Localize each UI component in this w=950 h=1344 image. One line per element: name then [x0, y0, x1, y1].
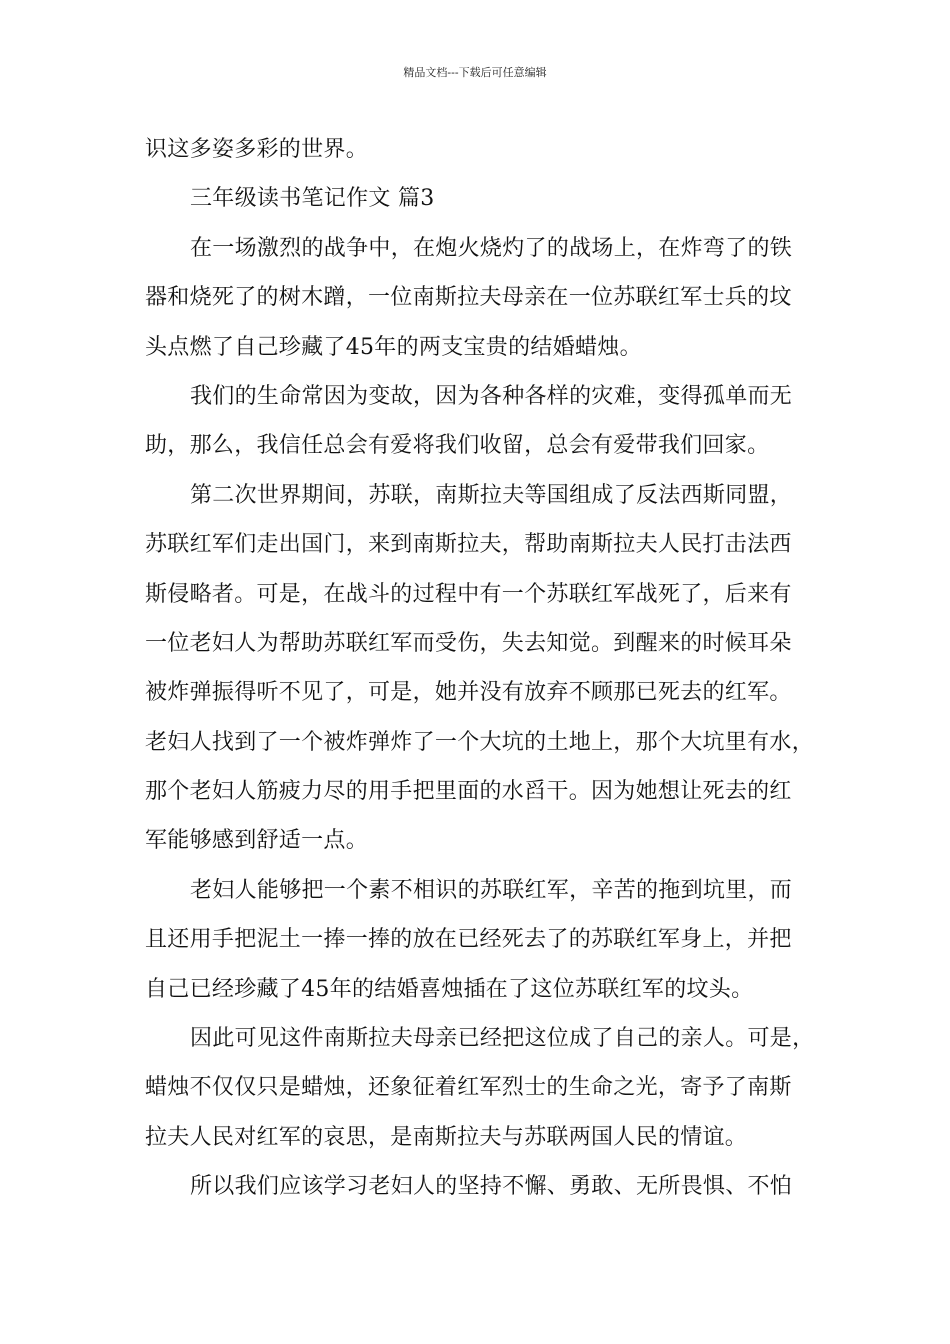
text-line: 苏联红军们走出国门，来到南斯拉夫，帮助南斯拉夫人民打击法西 — [145, 532, 792, 558]
text-line: 军能够感到舒适一点。 — [145, 828, 369, 854]
text-line: 老妇人找到了一个被炸弹炸了一个大坑的土地上，那个大坑里有水， — [145, 729, 815, 755]
text-line: 一位老妇人为帮助苏联红军而受伤，失去知觉。到醒来的时候耳朵 — [145, 630, 792, 656]
page-header: 精品文档---下载后可任意编辑 — [403, 66, 547, 79]
text-line: 第二次世界期间，苏联，南斯拉夫等国组成了反法西斯同盟， — [190, 482, 793, 508]
text-line: 器和烧死了的树木蹭，一位南斯拉夫母亲在一位苏联红军士兵的坟 — [145, 285, 792, 311]
text-line: 我们的生命常因为变故，因为各种各样的灾难，变得孤单而无 — [190, 383, 793, 409]
document-body — [145, 133, 825, 1220]
text-line: 自己已经珍藏了45年的结婚喜烛插在了这位苏联红军的坟头。 — [145, 976, 754, 1002]
text-line: 被炸弹振得听不见了，可是，她并没有放弃不顾那已死去的红军。 — [145, 680, 792, 706]
text-line: 头点燃了自己珍藏了45年的两支宝贵的结婚蜡烛。 — [145, 334, 642, 360]
text-line: 且还用手把泥土一捧一捧的放在已经死去了的苏联红军身上，并把 — [145, 927, 792, 953]
text-line: 斯侵略者。可是，在战斗的过程中有一个苏联红军战死了，后来有 — [145, 581, 792, 607]
text-line: 在一场激烈的战争中，在炮火烧灼了的战场上，在炸弯了的铁 — [190, 235, 793, 261]
text-line: 助，那么，我信任总会有爱将我们收留，总会有爱带我们回家。 — [145, 433, 770, 459]
text-line: 所以我们应该学习老妇人的坚持不懈、勇敢、无所畏惧、不怕 — [190, 1174, 793, 1200]
text-line: 老妇人能够把一个素不相识的苏联红军，辛苦的拖到坑里，而 — [190, 877, 793, 903]
text-line: 那个老妇人筋疲力尽的用手把里面的水舀干。因为她想让死去的红 — [145, 779, 792, 805]
text-line: 拉夫人民对红军的哀思，是南斯拉夫与苏联两国人民的情谊。 — [145, 1124, 748, 1150]
section-heading: 三年级读书笔记作文 篇3 — [190, 186, 435, 212]
text-line: 识这多姿多彩的世界。 — [145, 137, 369, 162]
text-line: 因此可见这件南斯拉夫母亲已经把这位成了自己的亲人。可是， — [190, 1026, 815, 1052]
text-line: 蜡烛不仅仅只是蜡烛，还象征着红军烈士的生命之光，寄予了南斯 — [145, 1075, 792, 1101]
